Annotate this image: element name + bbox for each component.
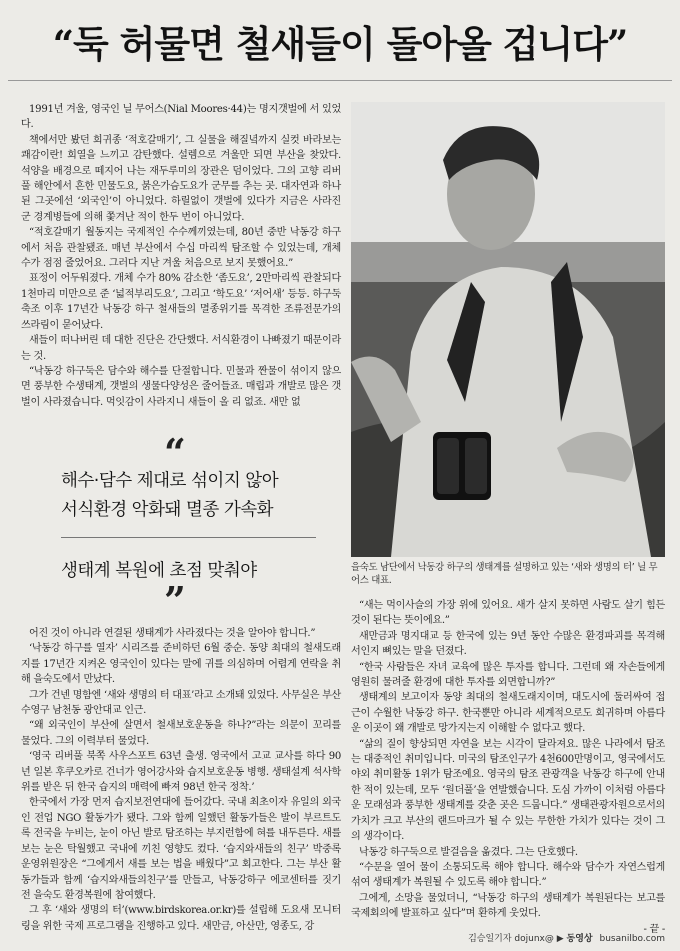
paragraph: 표정이 어두워졌다. 개체 수가 80% 감소한 ‘좀도요’, 2만마리씩 관찰되다 1천마리 미만으로 준 ‘넓적부리도요’, 그리고 ‘학도요’ ‘저어새’ 등등. 하구둑 축조 이후 17년간 낙동강 하구 철새들의 멸종위기를 목격한 조류전문가의 쓰라림이 묻어났다. xyxy=(21,273,341,331)
paragraph: 그가 건넨 명함엔 ‘새와 생명의 터 대표’라고 소개돼 있었다. 사무실은 부산 수영구 남천동 광안대교 인근. xyxy=(21,689,341,717)
paragraph: “새는 먹이사슬의 가장 위에 있어요. 새가 살지 못하면 사람도 살기 힘든 것이 된다는 뜻이에요.” xyxy=(351,600,665,627)
paragraph: “삶의 질이 향상되면 자연을 보는 시각이 달라져요. 많은 나라에서 탐조는 대중적인 취미입니다. 미국의 탐조인구가 4천600만명이고, 영국에서도 야외 취미활동 1위가 탐조예요. 영국의 탐조 관광객을 낙동강 하구에 안내한 적이 있는데, 모두 ‘원더풀’을 연발했습니다. 도심 가까이 이처럼 아름다운 모래섬과 풍부한 생태계를 갖춘 곳은 드뭅니다.” 생태관광자원으로서의 가치가 크고 부산의 랜드마크가 될 수 있는 무한한 가치가 있다는 것이 그의 생각이다. xyxy=(351,738,665,843)
photo-illustration xyxy=(351,102,665,557)
paragraph: 새들이 떠나버린 데 대한 진단은 간단했다. 서식환경이 나빠졌기 때문이라는 것. xyxy=(21,335,341,362)
photo-caption: 을숙도 남단에서 낙동강 하구의 생태계를 설명하고 있는 ‘새와 생명의 터’ 닐 무어스 대표. xyxy=(351,562,658,586)
paragraph: 낙동강 하구둑으로 발걸음을 옮겼다. 그는 단호했다. xyxy=(359,846,578,858)
pull-quote-divider xyxy=(61,537,316,538)
paragraph: 어진 것이 아니라 연결된 생태계가 사라졌다는 것을 알아야 합니다.” xyxy=(29,628,316,639)
end-mark: - 끝 - xyxy=(643,923,665,935)
paragraph: “수문을 열어 물이 소통되도록 해야 합니다. 해수와 담수가 자연스럽게 섞여 생태계가 복원될 수 있도록 해야 합니다.” xyxy=(351,861,665,889)
paragraph: “왜 외국인이 부산에 살면서 철새보호운동을 하나?”라는 의문이 꼬리를 물었다. 그의 이력부터 물었다. xyxy=(21,720,341,747)
paragraph: 그에게, 소망을 물었더니, “낙동강 하구의 생태계가 복원된다는 보고를 국제회의에 발표하고 싶다”며 환하게 웃었다. xyxy=(351,892,665,920)
pull-quote-line-2: 서식환경 악화돼 멸종 가속화 xyxy=(61,500,274,520)
pull-quote-line-1: 해수·담수 제대로 섞이지 않아 xyxy=(61,471,279,491)
video-icon: ▶ xyxy=(556,934,567,944)
paragraph: “낙동강 하구둑은 담수와 해수를 단절합니다. 민물과 짠물이 섞이지 않으면 풍부한 수생태계, 갯벌의 생물다양성은 줄어들죠. 매립과 개발로 많은 갯벌이 사라졌습니다. 먹잇감이 사라지니 새들이 올 리 없죠. 새만 없 xyxy=(21,365,341,408)
close-quote-mark: ” xyxy=(164,578,186,623)
paragraph: 그 후 ‘새와 생명의 터’(www.birdskorea.or.kr)를 설립해 도요새 모니터링을 위한 국제 프로그램을 진행하고 있다. 새만금, 아산만, 영종도, 강 xyxy=(21,905,341,932)
paragraph: 1991년 겨울, 영국인 닐 무어스(Nial Moores·44)는 명지갯벌에 서 있었다. xyxy=(21,104,341,131)
paragraph: 새만금과 명지대교 등 한국에 있는 9년 동안 수많은 환경파괴를 목격해 서인지 뼈있는 말을 던졌다. xyxy=(351,630,665,658)
paragraph: 생태계의 보고이자 동양 최대의 철새도래지이며, 대도시에 둘러싸여 접근이 수월한 낙동강 하구. 한국뿐만 아니라 세계적으로도 희귀하며 아름다운 이곳이 왜 개발로 망가지는지 이해할 수 없다고 했다. xyxy=(351,692,665,735)
paragraph: “한국 사람들은 자녀 교육에 많은 투자를 합니다. 그런데 왜 자손들에게 영원히 물려줄 환경에 대한 투자를 외면합니까?” xyxy=(351,661,665,689)
headline: “둑 허물면 철새들이 돌아올 겁니다” xyxy=(52,22,628,66)
video-label: 동영상 xyxy=(566,934,593,944)
pull-quote xyxy=(21,430,341,623)
article-bottom-column xyxy=(21,626,341,934)
portrait-photo xyxy=(351,102,665,557)
article-right-column xyxy=(351,598,665,937)
paragraph: 한국에서 가장 먼저 습지보전연대에 들어갔다. 국내 최초이자 유일의 외국인 전업 NGO 활동가가 됐다. 그와 함께 일했던 활동가들은 발이 부르트도록 전국을 누비는, 눈이 아닌 발로 탐조하는 부지런함에 혀를 내두른다. 새를 보는 눈은 탁월했고 국내에 끼친 영향도 컸다. ‘습지와새들의 친구’ 박중록 운영위원장은 “그에게서 새를 보는 법을 배웠다”고 회고한다. 그는 부산 활동가들과 함께 ‘습지와새들의친구’를 만들고, 낙동강하구 에코센터를 짓기 전 을숙도 환경복원에 참여했다. xyxy=(21,797,341,901)
pull-quote-line-3: 생태계 복원에 초점 맞춰야 xyxy=(61,561,257,581)
paragraph: ‘낙동강 하구를 열자’ 시리즈를 준비하던 6월 중순. 동양 최대의 철새도래지를 17년간 지켜온 영국인이 있다는 말에 귀를 의심하며 어렵게 연락을 취해 을숙도에서 만났다. xyxy=(21,643,341,686)
site-link[interactable]: busanilbo.com xyxy=(599,934,665,944)
article-left-column xyxy=(21,102,341,410)
paragraph: “적호갈매기 월동지는 국제적인 수수께끼였는데, 80년 중반 낙동강 하구에서 처음 관찰됐죠. 매년 부산에서 수십 마리씩 탐조할 수 있었는데, 개체 수가 점점 줄었어요. 그러다 지난 겨울 처음으로 보지 못했어요.” xyxy=(21,227,341,270)
footer-credit xyxy=(440,931,665,944)
byline: 김승일기자 dojunx@ xyxy=(468,934,554,944)
open-quote-mark: “ xyxy=(164,430,186,475)
paragraph: ‘영국 리버풀 북쪽 사우스포트 63년 출생. 영국에서 고교 교사를 하다 90년 일본 후쿠오카로 건너가 영어강사와 습지보호운동 병행. 생태설계 석사학위를 받은 뒤 한국 습지의 매력에 빠져 98년 한국 정착.’ xyxy=(21,751,341,794)
headline-divider xyxy=(8,80,672,81)
paragraph: 책에서만 봤던 희귀종 ‘적호갈매기’, 그 실물을 해질녘까지 실컷 바라보는 쾌감이란! 희열을 느끼고 감탄했다. 설렘으로 겨울만 되면 부산을 찾았다. 석양을 배경으로 떼지어 나는 재두루미의 장관은 덤이었다. 그의 고향 리버풀 해안에서 흔한 민물도요, 붉은가슴도요가 군무를 추는 곳. 대자연과 하나된 그곳에선 ‘외국인’이 아니었다. 하릴없이 갯벌에 있다가 지금은 사라진 군 경계병들에 의해 쫓겨난 적이 한두 번이 아니었다. xyxy=(21,134,341,223)
